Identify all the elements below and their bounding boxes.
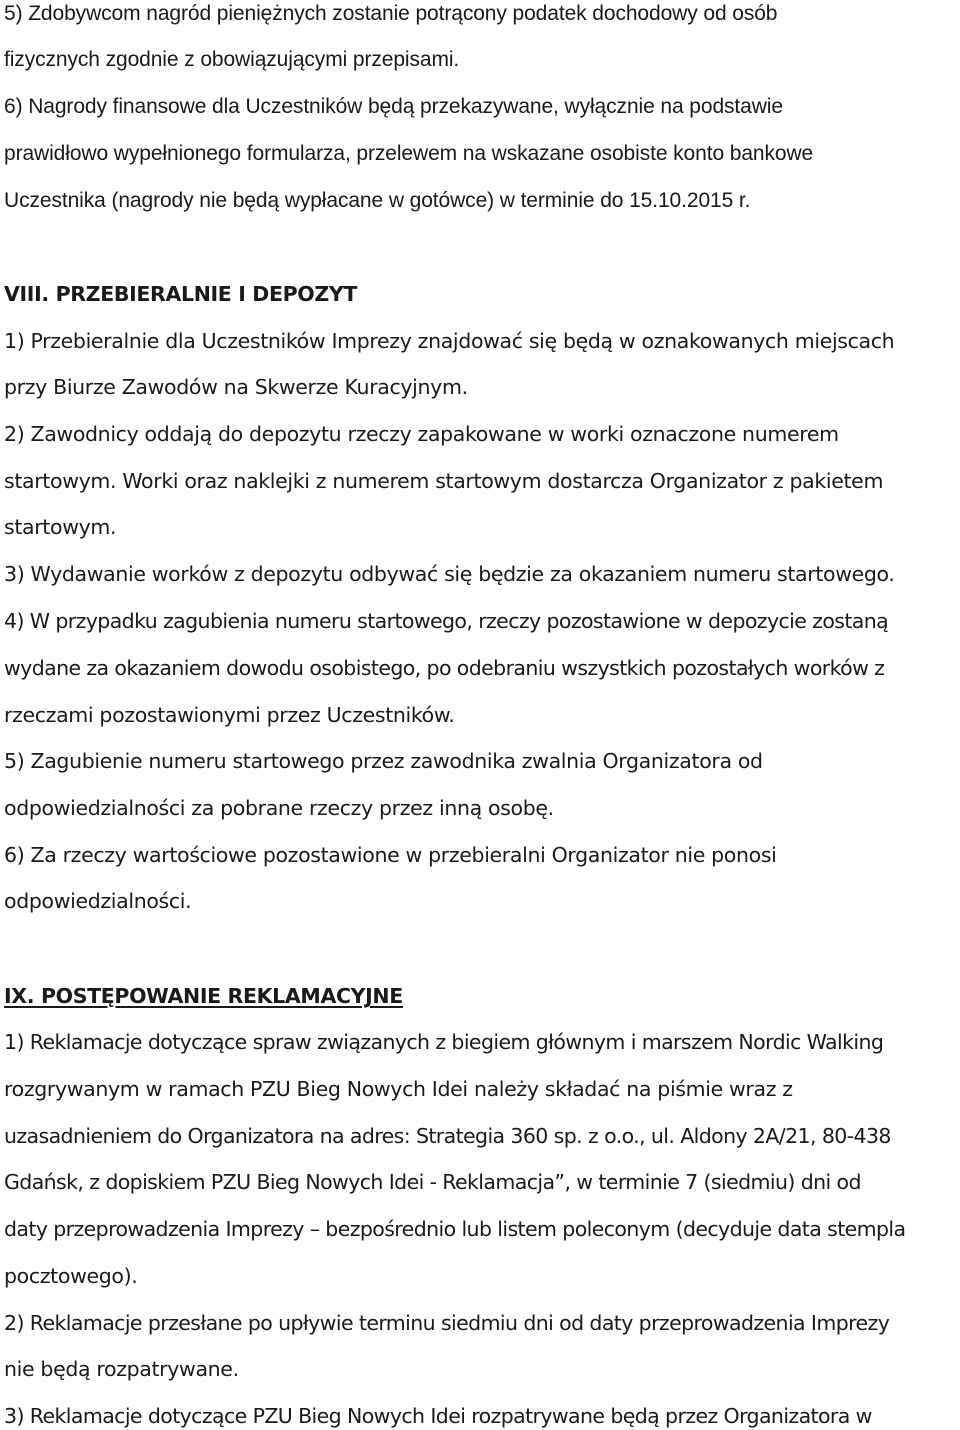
paragraph-line: 1) Reklamacje dotyczące spraw związanych z biegiem głównym i marszem Nordic Walking bbox=[4, 1030, 884, 1054]
paragraph-line: 3) Reklamacje dotyczące PZU Bieg Nowych Idei rozpatrywane będą przez Organizatora w bbox=[4, 1404, 872, 1428]
paragraph-line: przy Biurze Zawodów na Skwerze Kuracyjnym. bbox=[4, 375, 468, 399]
paragraph-line: Gdańsk, z dopiskiem PZU Bieg Nowych Idei - Reklamacja”, w terminie 7 (siedmiu) dni od bbox=[4, 1170, 861, 1194]
paragraph-line: uzasadnieniem do Organizatora na adres: Strategia 360 sp. z o.o., ul. Aldony 2A/21, 80-438 bbox=[4, 1124, 891, 1148]
paragraph-line: 2) Zawodnicy oddają do depozytu rzeczy zapakowane w worki oznaczone numerem bbox=[4, 422, 839, 446]
paragraph-line: odpowiedzialności za pobrane rzeczy przez inną osobę. bbox=[4, 796, 554, 820]
paragraph-line: 4) W przypadku zagubienia numeru startowego, rzeczy pozostawione w depozycie zostaną bbox=[4, 609, 889, 633]
section-heading-ix: IX. POSTĘPOWANIE REKLAMACYJNE bbox=[4, 984, 403, 1008]
paragraph-line: Uczestnika (nagrody nie będą wypłacane w gotówce) w terminie do 15.10.2015 r. bbox=[4, 189, 751, 212]
paragraph-line: startowym. Worki oraz naklejki z numerem startowym dostarcza Organizator z pakietem bbox=[4, 469, 884, 493]
paragraph-line: prawidłowo wypełnionego formularza, przelewem na wskazane osobiste konto bankowe bbox=[4, 142, 814, 165]
paragraph-line: 5) Zagubienie numeru startowego przez zawodnika zwalnia Organizatora od bbox=[4, 749, 763, 773]
paragraph-line: daty przeprowadzenia Imprezy – bezpośrednio lub listem poleconym (decyduje data stempla bbox=[4, 1217, 906, 1241]
paragraph-line: rzeczami pozostawionymi przez Uczestników. bbox=[4, 703, 455, 727]
paragraph-line: 5) Zdobywcom nagród pieniężnych zostanie potrącony podatek dochodowy od osób bbox=[4, 2, 778, 25]
paragraph-line: startowym. bbox=[4, 515, 117, 539]
paragraph-line: 3) Wydawanie worków z depozytu odbywać się będzie za okazaniem numeru startowego. bbox=[4, 562, 895, 586]
paragraph-line: odpowiedzialności. bbox=[4, 889, 192, 913]
paragraph-line: 2) Reklamacje przesłane po upływie terminu siedmiu dni od daty przeprowadzenia Imprezy bbox=[4, 1311, 890, 1335]
paragraph-line: rozgrywanym w ramach PZU Bieg Nowych Idei należy składać na piśmie wraz z bbox=[4, 1077, 793, 1101]
paragraph-line: 6) Za rzeczy wartościowe pozostawione w przebieralni Organizator nie ponosi bbox=[4, 843, 777, 867]
paragraph-line: 1) Przebieralnie dla Uczestników Imprezy znajdować się będą w oznakowanych miejscach bbox=[4, 329, 895, 353]
paragraph-line: wydane za okazaniem dowodu osobistego, po odebraniu wszystkich pozostałych worków z bbox=[4, 656, 885, 680]
section-heading-viii: VIII. PRZEBIERALNIE I DEPOZYT bbox=[4, 282, 358, 306]
paragraph-line: 6) Nagrody finansowe dla Uczestników będą przekazywane, wyłącznie na podstawie bbox=[4, 95, 783, 118]
paragraph-line: fizycznych zgodnie z obowiązującymi przepisami. bbox=[4, 48, 460, 71]
paragraph-line: pocztowego). bbox=[4, 1264, 138, 1288]
paragraph-line: nie będą rozpatrywane. bbox=[4, 1357, 239, 1381]
